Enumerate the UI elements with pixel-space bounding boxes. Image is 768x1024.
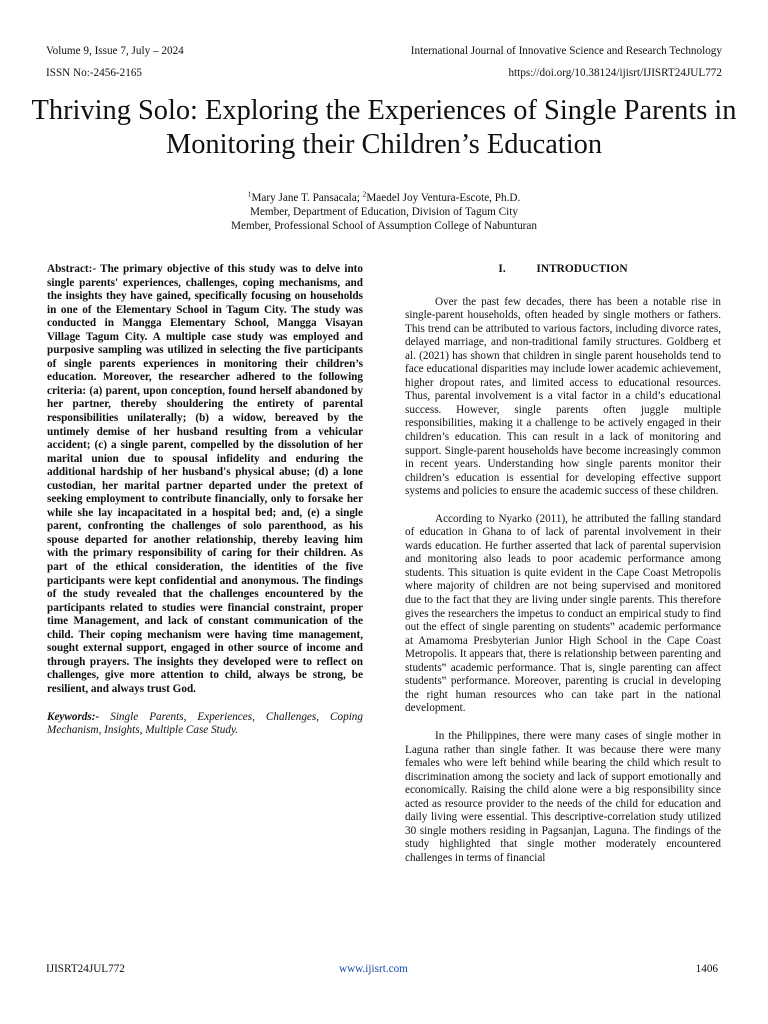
author-block: [30, 191, 738, 233]
paper-title: Thriving Solo: Exploring the Experiences of Single Parents in Monitoring their Children’s Education: [31, 95, 737, 160]
abstract: [47, 263, 363, 697]
author2-name: Maedel Joy Ventura-Escote, Ph.D.: [366, 192, 521, 204]
section-number: I.: [498, 263, 506, 275]
left-column: [47, 263, 363, 738]
affiliation-2: Member, Professional School of Assumption College of Nabunturan: [231, 220, 537, 232]
footer-page-number: 1406: [695, 963, 718, 975]
intro-paragraph-2: According to Nyarko (2011), he attributed the falling standard of education in Ghana to of lack of parental involvement in their wards education. He further asserted that lack of parental supervision and monitoring also leads to poor academic performance among students. This situation is quite evident in the Cape Coast Metropolis where majority of children are not being supervised and monitored due to the fact that they are living under single parents. This therefore gives the researchers the impetus to conduct an empirical study to find out the effect of single parenting on students‟ academic performance at Amamoma Presbyterian Junior High School in the Cape Coast Metropolis. It appears that, there is relationship between parenting and students‟ academic performance. That is, single parenting can affect students‟ performance. Moreover, parenting is crucial in developing the right human resources who can take part in the national development.: [405, 512, 721, 715]
keywords-text: Single Parents, Experiences, Challenges, Coping Mechanism, Insights, Multiple Case Study.: [47, 710, 363, 737]
affiliation-1: Member, Department of Education, Division of Tagum City: [250, 206, 518, 218]
author2-superscript: 2: [362, 189, 367, 199]
header-doi-link[interactable]: https://doi.org/10.38124/ijisrt/IJISRT24JUL772: [508, 67, 722, 79]
right-column: [405, 263, 721, 879]
keywords: [47, 711, 363, 738]
keywords-label: Keywords:-: [47, 710, 100, 723]
author-line: [30, 191, 738, 205]
header-journal-name: International Journal of Innovative Science and Research Technology: [410, 45, 722, 57]
header-volume: Volume 9, Issue 7, July – 2024: [46, 45, 184, 57]
header-issn: ISSN No:-2456-2165: [46, 67, 143, 79]
abstract-label: Abstract:-: [47, 263, 97, 275]
author1-superscript: 1: [247, 189, 252, 199]
intro-paragraph-3: In the Philippines, there were many cases of single mother in Laguna rather than single father. It was because there were many females who were left behind while bearing the child which result to discrimination among the society and lack of support emotionally and economically. Raising the child alone were a big responsibility since acted as resource provider to the needs of the child for education and daily living were essential. This descriptive-correlation study utilized 30 single mothers residing in Pagsanjan, Laguna. The findings of the study highlighted that single mother moderately encountered challenges in terms of financial: [405, 729, 721, 864]
intro-paragraph-1: Over the past few decades, there has been a notable rise in single-parent households, often headed by single mothers or fathers. This trend can be attributed to various factors, including divorce rates, delayed marriage, and non-traditional family structures. Goldberg et al. (2021) has shown that children in single parent households tend to face educational disparities may include lower academic achievement, higher dropout rates, and limited access to educational resources. Thus, parental involvement is a vital factor in a child’s educational success. However, single parents often juggle multiple responsibilities, making it a challenge to be actively engaged in their children’s education. This can result in a lack of monitoring and support. Single-parent households have become increasingly common in recent years. Understanding how single parents monitor their children’s education is essential for developing effective support systems and policies to ensure the academic success of these children.: [405, 295, 721, 498]
section-heading-introduction: [405, 263, 721, 277]
footer-website-link[interactable]: www.ijisrt.com: [339, 963, 408, 975]
author1-name: Mary Jane T. Pansacala;: [251, 192, 363, 204]
section-title: INTRODUCTION: [536, 263, 628, 275]
abstract-text: The primary objective of this study was to delve into single parents' experiences, challenges, coping mechanisms, and the insights they have gained, specifically focusing on households in one of the Elementary School in Tagum City. The study was conducted in Mangga Elementary School, Mangga Visayan Village Tagum City. A multiple case study was employed and purposive sampling was utilized in selecting the five participants of single parents experiences in monitoring their children’s education. Moreover, the researcher adhered to the following criteria: (a) parent, upon conception, found herself abandoned by her partner, thereby shouldering the entirety of parental responsibilities unilaterally; (b) a widow, bereaved by the untimely demise of her husband resulting from a vehicular accident; (c) a single parent, compelled by the dissolution of her marital union due to spousal infidelity and enduring the additional hardship of her husband's physical abuse; (d) a lone custodian, her marital partner departed under the pretext of seeking employment to contribute financially, only to forsake her while she lay incapacitated in a hospital bed; and, (e) a single parent, confronting the challenges of solo parenthood, as his spouse departed for another relationship, thereby leaving him with the primary responsibility of caring for their children. As part of the ethical consideration, the identities of the five participants were kept confidential and anonymous. The findings of the study revealed that the challenges encountered by the participants related to studies were financial constraint, proper time Management, and lack of constant communication of the child. Their coping mechanism were having time management, sought external support, engaged in other source of income and through prayers. The insights they developed were to reflect on challenges, give more attention to child, always be strong, be resilient, and always trust God.: [47, 263, 363, 695]
footer-paper-id: IJISRT24JUL772: [46, 963, 125, 975]
